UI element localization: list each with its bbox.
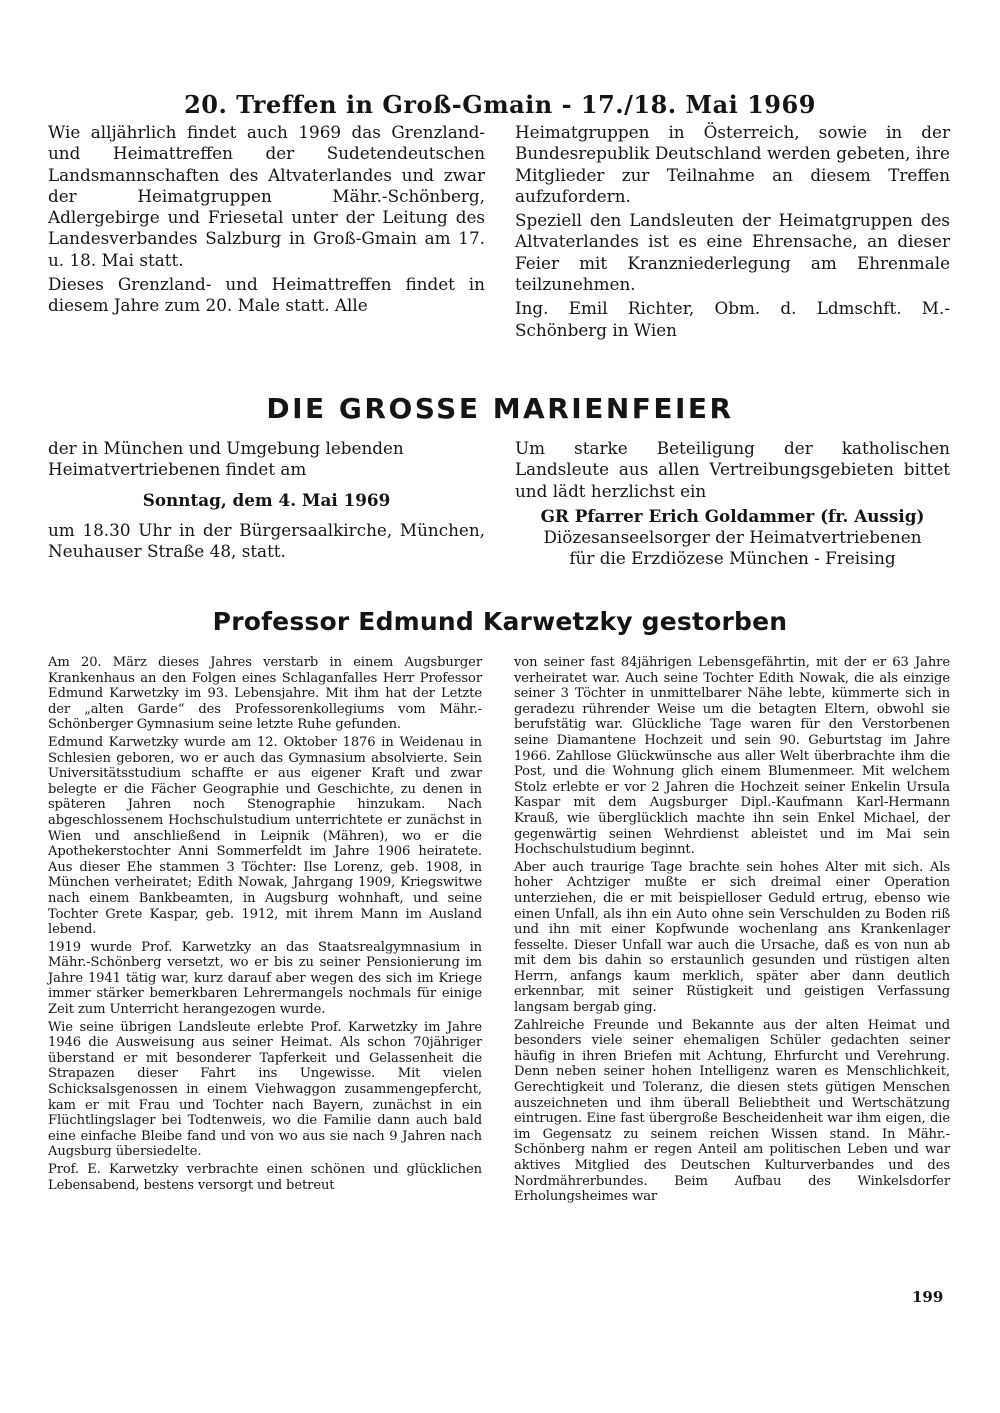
headline-marienfeier: DIE GROSSE MARIENFEIER bbox=[266, 392, 734, 425]
karwetzky-column-left bbox=[48, 655, 482, 1193]
karwetzky-column-right bbox=[514, 655, 950, 1205]
paragraph: Prof. E. Karwetzky verbrachte einen schönen und glücklichen Lebensabend, bestens versorgt und betreut bbox=[48, 1162, 482, 1193]
paragraph: 1919 wurde Prof. Karwetzky an das Staatsrealgymnasium in Mähr.-Schönberg versetzt, wo er bis zu seiner Pensionierung im Jahre 1941 tätig war, kurz darauf aber wegen des sich im Kriege immer stärker bemerkbaren Lehrermangels nochmals für einige Zeit zum Unterricht herangezogen wurde. bbox=[48, 939, 482, 1018]
marienfeier-column-left bbox=[48, 438, 485, 562]
paragraph: Wie seine übrigen Landsleute erlebte Prof. Karwetzky im Jahre 1946 die Ausweisung aus seiner Heimat. Als schon 70jähriger überstand er mit besonderer Tapferkeit und Gelassenheit die Strapazen dieser Fahrt ins Ungewisse. Mit vielen Schicksalsgenossen in einem Viehwaggon zusammengepfercht, kam er mit Frau und Tochter nach Bayern, zunächst in ein Flüchtlingslager bei Todtenweis, wo die Familie dann auch bald eine einfache Bleibe fand und von wo aus sie nach 9 Jahren nach Augsburg übersiedelte. bbox=[48, 1019, 482, 1160]
headline-karwetzky: Professor Edmund Karwetzky gestorben bbox=[212, 607, 788, 636]
signer-name: GR Pfarrer Erich Goldammer (fr. Aussig) bbox=[540, 505, 925, 526]
signer-title: Diözesanseelsorger der Heimatvertriebenen bbox=[543, 527, 922, 548]
paragraph: Dieses Grenzland- und Heimattreffen findet in diesem Jahre zum 20. Male statt. Alle bbox=[48, 274, 485, 316]
treffen-column-right bbox=[515, 122, 950, 341]
paragraph: der in München und Umgebung lebenden Heimatvertriebenen findet am bbox=[48, 438, 404, 480]
headline-treffen: 20. Treffen in Groß-Gmain - 17./18. Mai 1969 bbox=[184, 90, 816, 119]
paragraph: Am 20. März dieses Jahres verstarb in einem Augsburger Krankenhaus an den Folgen eines Schlaganfalles Herr Professor Edmund Karwetzky im 93. Lebensjahre. Mit ihm hat der Letzte der „alten Garde“ des Professorenkollegiums vom Mähr.-Schönberger Gymnasium seine letzte Ruhe gefunden. bbox=[48, 655, 482, 733]
page-number: 199 bbox=[912, 1288, 944, 1306]
signer-title: für die Erzdiözese München - Freising bbox=[569, 548, 896, 569]
paragraph: Speziell den Landsleuten der Heimatgruppen des Altvaterlandes ist es eine Ehrensache, an dieser Feier mit Kranzniederlegung am Ehrenmale teilzunehmen. bbox=[515, 210, 950, 295]
paragraph: Aber auch traurige Tage brachte sein hohes Alter mit sich. Als hoher Achtziger mußte er sich dreimal einer Operation unterziehen, die er mit beispielloser Geduld ertrug, ebenso wie einen Unfall, als ihn ein Auto ohne sein Verschulden zu Boden riß und ihn mit einer Kopfwunde wochenlang ans Krankenlager fesselte. Dieser Unfall war auch die Ursache, daß es von nun ab mit dem bis dahin so erstaunlich gesunden und rüstigen alten Herrn, anfangs kaum merklich, später aber dann deutlich erkennbar, mit seiner Rüstigkeit und geistigen Verfassung langsam bergab ging. bbox=[514, 859, 950, 1016]
paragraph: Heimatgruppen in Österreich, sowie in der Bundesrepublik Deutschland werden gebeten, ihre Mitglieder zur Teilnahme an diesem Treffen aufzufordern. bbox=[515, 122, 950, 206]
paragraph: Wie alljährlich findet auch 1969 das Grenzland- und Heimattreffen der Sudetendeutschen Landsmannschaften des Altvaterlandes und zwar der Heimatgruppen Mähr.-Schönberg, Adlergebirge und Friesetal unter der Leitung des Landesverbandes Salzburg in Groß-Gmain am 17. u. 18. Mai statt. bbox=[48, 122, 485, 270]
paragraph: Edmund Karwetzky wurde am 12. Oktober 1876 in Weidenau in Schlesien geboren, wo er auch das Gymnasium absolvierte. Sein Universitätsstudium schaffte er aus eigener Kraft und zwar belegte er die Fächer Geographie und Geschichte, zu denen in späteren Jahren noch Stenographie hinzukam. Nach abgeschlossenem Hochschulstudium unterrichtete er zunächst in Wien und anschließend in Leipnik (Mähren), wo er die Apothekerstochter Anni Sommerfeldt im Jahre 1906 heiratete. Aus dieser Ehe stammen 3 Töchter: Ilse Lorenz, geb. 1908, in München verheiratet; Edith Nowak, Jahrgang 1909, Kriegswitwe nach einem Bankbeamten, in Augsburg wohnhaft, und seine Tochter Grete Kaspar, geb. 1912, mit ihrem Mann im Ausland lebend. bbox=[48, 734, 482, 938]
paragraph: Zahlreiche Freunde und Bekannte aus der alten Heimat und besonders viele seiner ehemaligen Schüler gedachten seiner häufig in ihren Briefen mit Achtung, Ehrfurcht und Verehrung. Denn neben seiner hohen Intelligenz waren es Menschlichkeit, Gerechtigkeit und Toleranz, die diesen stets gütigen Menschen auszeichneten und ihm überall Beliebtheit und Wertschätzung eintrugen. Eine fast übergroße Bescheidenheit war ihm eigen, die im Gegensatz zu seinem reichen Wissen stand. In Mähr.-Schönberg nahm er regen Anteil am politischen Leben und war aktives Mitglied des Deutschen Kulturverbandes und des Nordmährerbundes. Beim Aufbau des Winkelsdorfer Erholungsheimes war bbox=[514, 1017, 950, 1205]
event-date: Sonntag, dem 4. Mai 1969 bbox=[142, 489, 391, 510]
treffen-column-left bbox=[48, 122, 485, 317]
signature: Ing. Emil Richter, Obm. d. Ldmschft. M.-Schönberg in Wien bbox=[515, 298, 950, 340]
marienfeier-column-right bbox=[515, 438, 950, 570]
paragraph: Um starke Beteiligung der katholischen Landsleute aus allen Vertreibungsgebieten bittet und lädt herzlichst ein bbox=[515, 438, 950, 501]
paragraph: von seiner fast 84jährigen Lebensgefährtin, mit der er 63 Jahre verheiratet war. Auch seine Tochter Edith Nowak, die als einzige seiner 3 Töchter in unmittelbarer Nähe lebte, kümmerte sich in geradezu rührender Weise um die betagten Eltern, obwohl sie berufstätig war. Glückliche Tage waren für den Verstorbenen seine Diamantene Hochzeit und sein 90. Geburtstag im Jahre 1966. Zahllose Glückwünsche aus aller Welt überbrachte ihm die Post, und die Wohnung glich einem Blumenmeer. Mit welchem Stolz erlebte er vor 2 Jahren die Hochzeit seiner Enkelin Ursula Kaspar mit dem Augsburger Dipl.-Kaufmann Karl-Hermann Krauß, wie überglücklich machte ihn sein Enkel Michael, der gegenwärtig seinen Wehrdienst ableistet und im Mai sein Hochschulstudium beginnt. bbox=[514, 655, 950, 858]
paragraph: um 18.30 Uhr in der Bürgersaalkirche, München, Neuhauser Straße 48, statt. bbox=[48, 519, 485, 562]
